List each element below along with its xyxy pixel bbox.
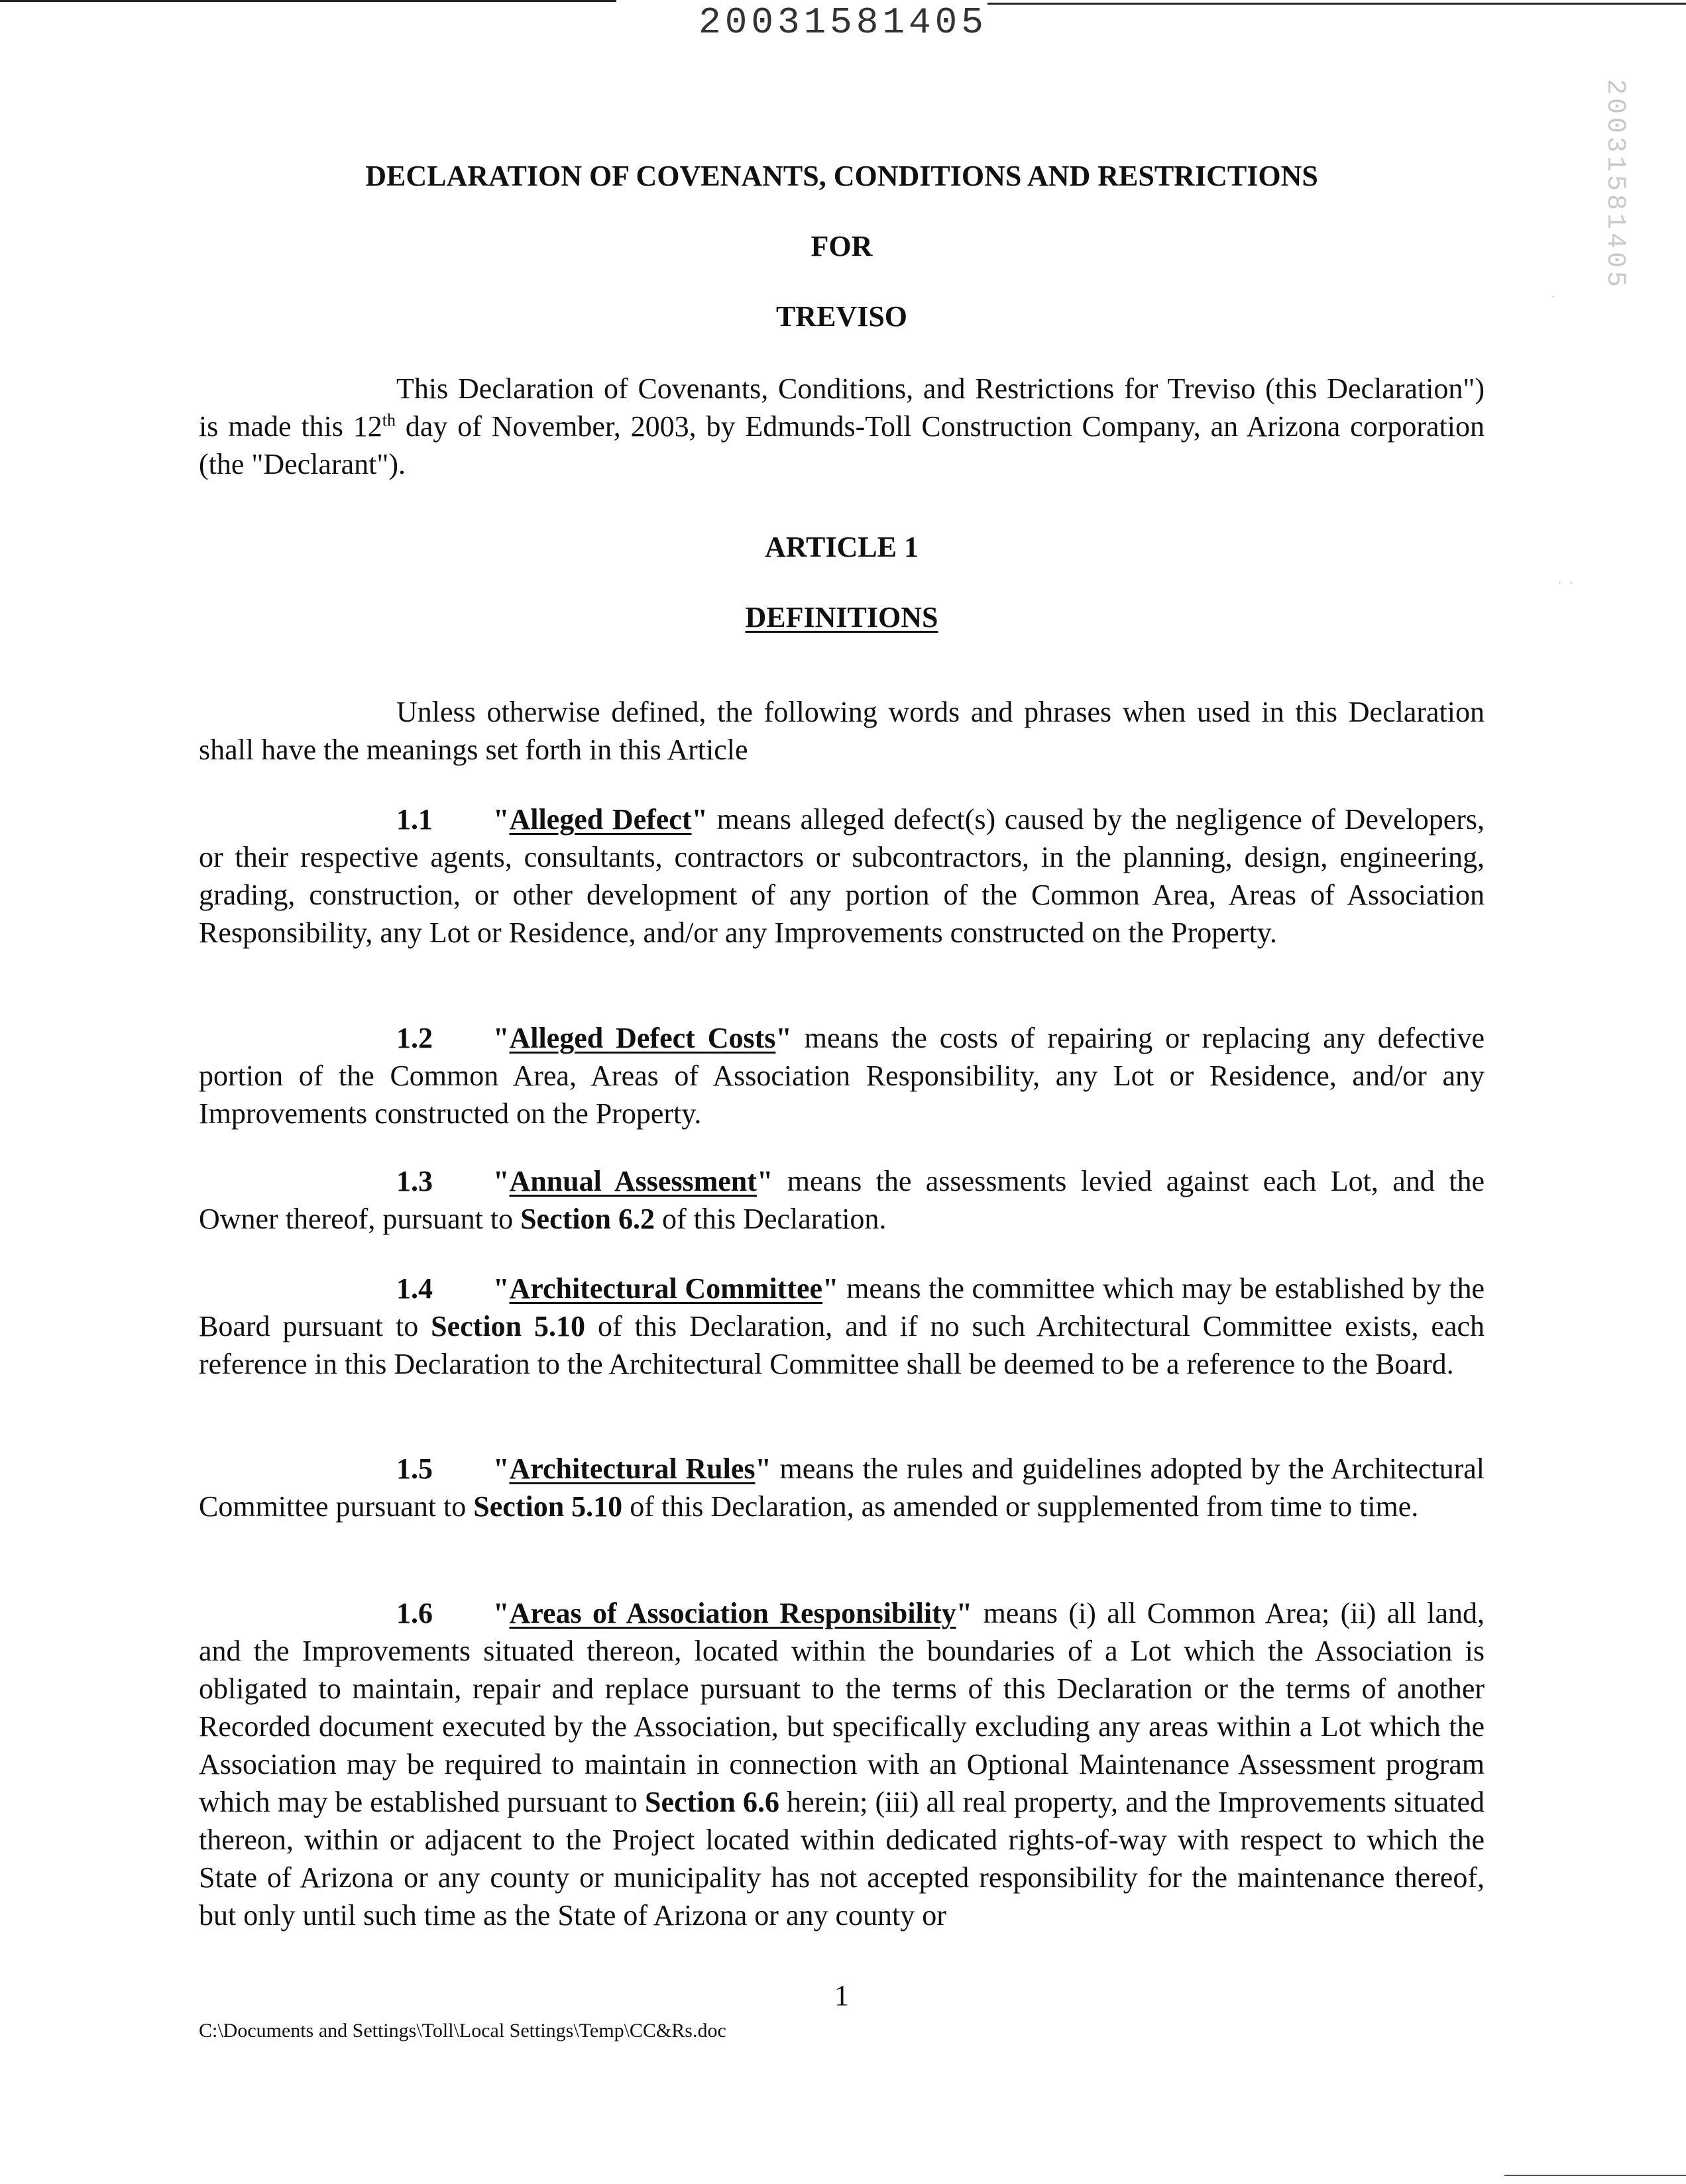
preamble-paragraph [199,693,1485,769]
title-line-1: DECLARATION OF COVENANTS, CONDITIONS AND RESTRICTIONS [365,160,1318,192]
section-reference: Section 5.10 [431,1310,585,1342]
definition-text: herein; (iii) all real property, and the Improvements situated thereon, within or adjacent to the Project located within dedicated rights-of-way with respect to which the State of Arizona or any county or municipality has not accepted responsibility for the maintenance thereof, but only until such time as the State of Arizona or any county or [199,1786,1485,1932]
definition-text: means the rules and guidelines adopted by the Architectural Committee pursuant to [199,1452,1485,1523]
article-label: ARTICLE 1 [765,531,919,563]
definition-text: of this Declaration, and if no such Architectural Committee exists, each reference in this Declaration to the Architectural Committee shall be deemed to be a reference to the Board. [199,1310,1485,1380]
definition-1-5: 1.5 "Architectural Rules" means the rules and guidelines adopted by the Architectural Committee pursuant to Section 5.10 of this Declaration, as amended or supplemented from time to time. [199,1450,1485,1525]
definition-text: of this Declaration, as amended or supplemented from time to time. [622,1490,1419,1523]
definition-number: 1.1 [396,803,433,836]
section-reference: Section 6.2 [520,1203,655,1235]
definition-1-4: 1.4 "Architectural Committee" means the committee which may be established by the Board pursuant to Section 5.10 of this Declaration, and if no such Architectural Committee exists, each reference in this Declaration to the Architectural Committee shall be deemed to be a reference to the Board. [199,1270,1485,1383]
bottom-rule [1504,2175,1686,2176]
definition-text: means (i) all Common Area; (ii) all land, and the Improvements situated thereon, located within the boundaries of a Lot which the Association is obligated to maintain, repair and replace pursuant to the terms of this Declaration or the terms of another Recorded document executed by the Association, but specifically excluding any areas within a Lot which the Association may be required to maintain in connection with an Optional Maintenance Assessment program which may be established pursuant to [199,1597,1485,1818]
intro-superscript: th [382,410,396,430]
recording-stamp-text: 20031581405 [1600,78,1630,290]
definition-text: means the assessments levied against each Lot, and the Owner thereof, pursuant to [199,1165,1485,1235]
intro-text-b: day of November, 2003, by Edmunds-Toll Construction Company, an Arizona corporation (the "Declarant"). [199,410,1485,480]
article-heading: DEFINITIONS [745,601,938,633]
page-number: 1 [834,1979,849,2012]
definition-1-2: 1.2 "Alleged Defect Costs" means the costs of repairing or replacing any defective portion of the Common Area, Areas of Association Responsibility, any Lot or Residence, and/or any Improvements constructed on the Property. [199,1019,1485,1132]
definition-term: Annual Assessment [509,1165,757,1197]
intro-paragraph [199,370,1485,483]
definition-text: of this Declaration. [654,1203,887,1235]
definition-text: means the costs of repairing or replacing any defective portion of the Common Area, Areas of Association Responsibility, any Lot or Residence, and/or any Improvements constructed on the Property. [199,1022,1485,1130]
scan-speck: · · [1557,575,1574,590]
definition-number: 1.6 [396,1597,433,1629]
section-reference: Section 6.6 [645,1786,780,1818]
document-number: 20031581405 [699,1,987,44]
definition-term: Architectural Committee [509,1272,823,1305]
title-line-2: FOR [811,230,873,262]
definition-term: Areas of Association Responsibility [509,1597,956,1629]
definition-number: 1.2 [396,1022,433,1054]
definition-number: 1.3 [396,1165,433,1197]
title-line-3: TREVISO [775,300,908,333]
definition-term: Architectural Rules [509,1452,756,1485]
definition-term: Alleged Defect Costs [509,1022,776,1054]
definition-text: means the committee which may be established by the Board pursuant to [199,1272,1485,1342]
definition-number: 1.5 [396,1452,433,1485]
definition-1-6: 1.6 "Areas of Association Responsibility" means (i) all Common Area; (ii) all land, and the Improvements situated thereon, located within the boundaries of a Lot which the Association is obligated to maintain, repair and replace pursuant to the terms of this Declaration or the terms of another Recorded document executed by the Association, but specifically excluding any areas within a Lot which the Association may be required to maintain in connection with an Optional Maintenance Assessment program which may be established pursuant to Section 6.6 herein; (iii) all real property, and the Improvements situated thereon, within or adjacent to the Project located within dedicated rights-of-way with respect to which the State of Arizona or any county or municipality has not accepted responsibility for the maintenance thereof, but only until such time as the State of Arizona or any county or [199,1594,1485,1934]
scan-speck: · [1551,289,1555,303]
file-path-footer: C:\Documents and Settings\Toll\Local Settings\Temp\CC&Rs.doc [199,2020,726,2042]
section-reference: Section 5.10 [473,1490,623,1523]
recording-stamp [1593,78,1637,290]
definition-text: means alleged defect(s) caused by the negligence of Developers, or their respective agents, consultants, contractors or subcontractors, in the planning, design, engineering, grading, construction, or other development of any portion of the Common Area, Areas of Association Responsibility, any Lot or Residence, and/or any Improvements constructed on the Property. [199,803,1485,949]
definition-term: Alleged Defect [509,803,692,836]
definition-number: 1.4 [396,1272,433,1305]
definition-1-3: 1.3 "Annual Assessment" means the assessments levied against each Lot, and the Owner thereof, pursuant to Section 6.2 of this Declaration. [199,1162,1485,1238]
definition-1-1: 1.1 "Alleged Defect" means alleged defect(s) caused by the negligence of Developers, or their respective agents, consultants, contractors or subcontractors, in the planning, design, engineering, grading, construction, or other development of any portion of the Common Area, Areas of Association Responsibility, any Lot or Residence, and/or any Improvements constructed on the Property. [199,800,1485,952]
article-heading-wrap [199,600,1485,634]
intro-text-a: This Declaration of Covenants, Conditions, and Restrictions for Treviso (this Declaration") is made this 12 [199,372,1485,443]
preamble-text: Unless otherwise defined, the following words and phrases when used in this Declaration shall have the meanings set forth in this Article [199,696,1485,766]
